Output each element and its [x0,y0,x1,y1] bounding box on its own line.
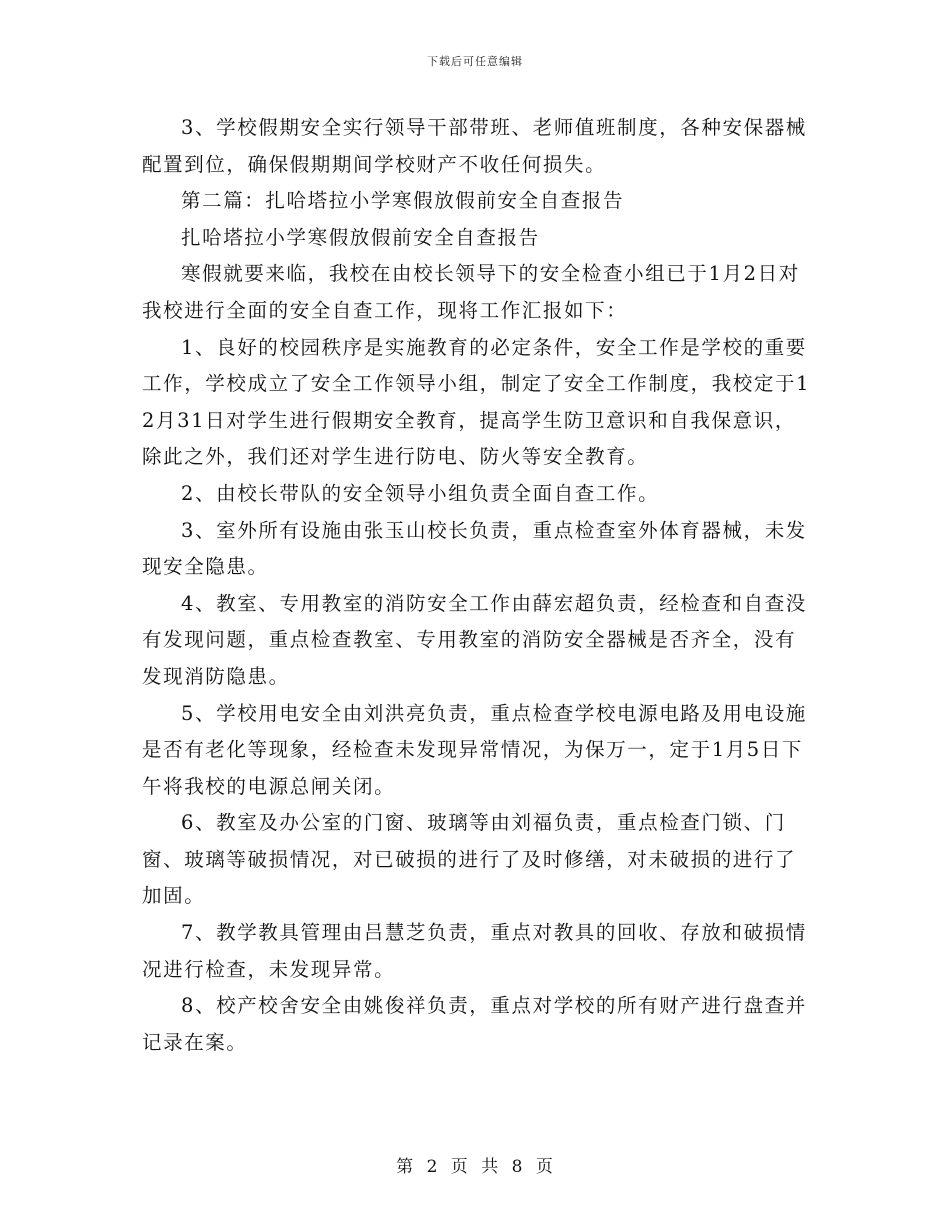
paragraph-item-1: 1、良好的校园秩序是实施教育的必定条件，安全工作是学校的重要工作，学校成立了安全工作领导小组，制定了安全工作制度，我校定于12月31日对学生进行假期安全教育，提高学生防卫意识和自我保意识，除此之外，我们还对学生进行防电、防火等安全教育。 [142,335,811,469]
document-body [142,110,812,1061]
page-number-footer: 第 2 页 共 8 页 [396,1157,554,1177]
paragraph-item-5: 5、学校用电安全由刘洪亮负责，重点检查学校电源电路及用电设施是否有老化等现象，经检查未发现异常情况，为保万一，定于1月5日下午将我校的电源总闸关闭。 [142,701,807,798]
paragraph-item-8: 8、校产校舍安全由姚俊祥负责，重点对学校的所有财产进行盘查并记录在案。 [142,994,807,1054]
paragraph-item-4: 4、教室、专用教室的消防安全工作由薛宏超负责，经检查和自查没有发现问题，重点检查教室、专用教室的消防安全器械是否齐全，没有发现消防隐患。 [142,591,807,688]
paragraph-intro: 寒假就要来临，我校在由校长领导下的安全检查小组已于1月2日对我校进行全面的安全自查工作，现将工作汇报如下： [142,262,800,322]
page-header: 下载后可任意编辑 [427,55,523,68]
section-heading: 第二篇：扎哈塔拉小学寒假放假前安全自查报告 [181,189,625,213]
paragraph-1: 3、学校假期安全实行领导干部带班、老师值班制度，各种安保器械配置到位，确保假期期间学校财产不收任何损失。 [142,116,807,176]
report-title: 扎哈塔拉小学寒假放假前安全自查报告 [181,225,540,249]
paragraph-item-7: 7、教学教具管理由吕慧芝负责，重点对教具的回收、存放和破损情况进行检查，未发现异常。 [142,921,807,981]
paragraph-item-2: 2、由校长带队的安全领导小组负责全面自查工作。 [181,481,660,505]
paragraph-item-6: 6、教室及办公室的门窗、玻璃等由刘福负责，重点检查门锁、门窗、玻璃等破损情况，对已破损的进行了及时修缮，对未破损的进行了加固。 [142,811,797,908]
paragraph-item-3: 3、室外所有设施由张玉山校长负责，重点检查室外体育器械，未发现安全隐患。 [142,518,807,579]
